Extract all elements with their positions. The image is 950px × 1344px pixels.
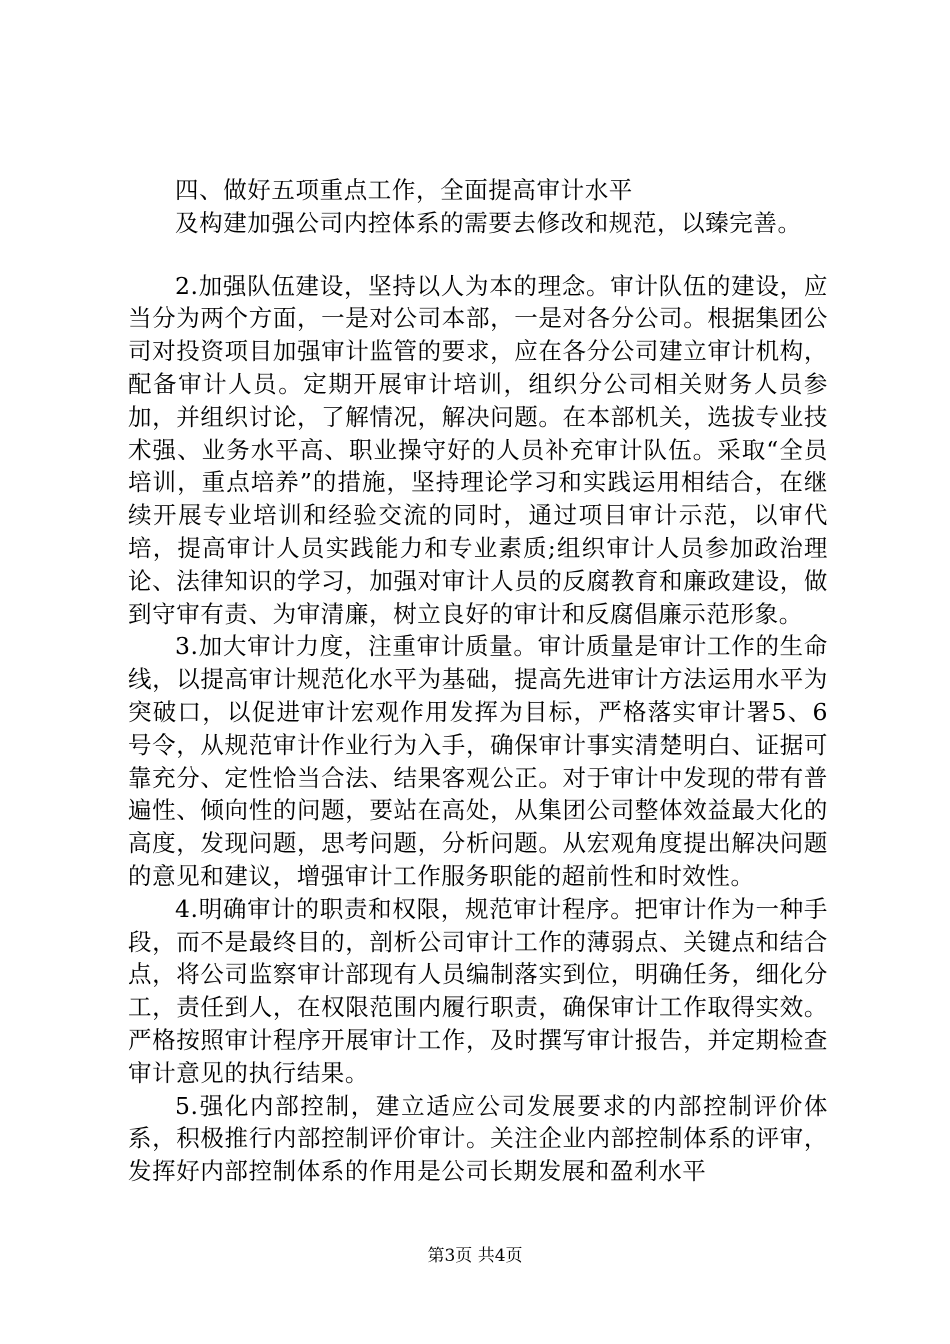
paragraph-item-3: 3.加大审计力度，注重审计质量。审计质量是审计工作的生命线，以提高审计规范化水平为基础，提高先进审计方法运用水平为突破口，以促进审计宏观作用发挥为目标，严格落实审计署5、6号令，从规范审计作业行为入手，确保审计事实清楚明白、证据可靠充分、定性恰当合法、结果客观公正。对于审计中发现的带有普遍性、倾向性的问题，要站在高处，从集团公司整体效益最大化的高度，发现问题，思考问题，分析问题。从宏观角度提出解决问题的意见和建议，增强审计工作服务职能的超前性和时效性。 (128, 632, 828, 890)
page-footer (0, 1245, 950, 1267)
paragraph-item-2: 2.加强队伍建设，坚持以人为本的理念。审计队伍的建设，应当分为两个方面，一是对公司本部，一是对各分公司。根据集团公司对投资项目加强审计监管的要求，应在各分公司建立审计机构，配备审计人员。定期开展审计培训，组织分公司相关财务人员参加，并组织讨论，了解情况，解决问题。在本部机关，选拔专业技术强、业务水平高、职业操守好的人员补充审计队伍。采取“全员培训，重点培养”的措施，坚持理论学习和实践运用相结合，在继续开展专业培训和经验交流的同时，通过项目审计示范，以审代培，提高审计人员实践能力和专业素质;组织审计人员参加政治理论、法律知识的学习，加强对审计人员的反腐教育和廉政建设，做到守审有责、为审清廉，树立良好的审计和反腐倡廉示范形象。 (128, 271, 828, 628)
page-number: 第3页 共4页 (427, 1246, 523, 1266)
body-text (128, 174, 828, 1188)
section-heading: 四、做好五项重点工作，全面提高审计水平 (175, 176, 633, 204)
paragraph-item-4: 4.明确审计的职责和权限，规范审计程序。把审计作为一种手段，而不是最终目的，剖析公司审计工作的薄弱点、关键点和结合点，将公司监察审计部现有人员编制落实到位，明确任务，细化分工，责任到人，在权限范围内履行职责，确保审计工作取得实效。严格按照审计程序开展审计工作，及时撰写审计报告，并定期检查审计意见的执行结果。 (128, 894, 828, 1087)
paragraph-continuation: 及构建加强公司内控体系的需要去修改和规范，以臻完善。 (175, 208, 802, 237)
paragraph-item-5: 5.强化内部控制，建立适应公司发展要求的内部控制评价体系，积极推行内部控制评价审计。关注企业内部控制体系的评审，发挥好内部控制体系的作用是公司长期发展和盈利水平 (128, 1091, 828, 1186)
